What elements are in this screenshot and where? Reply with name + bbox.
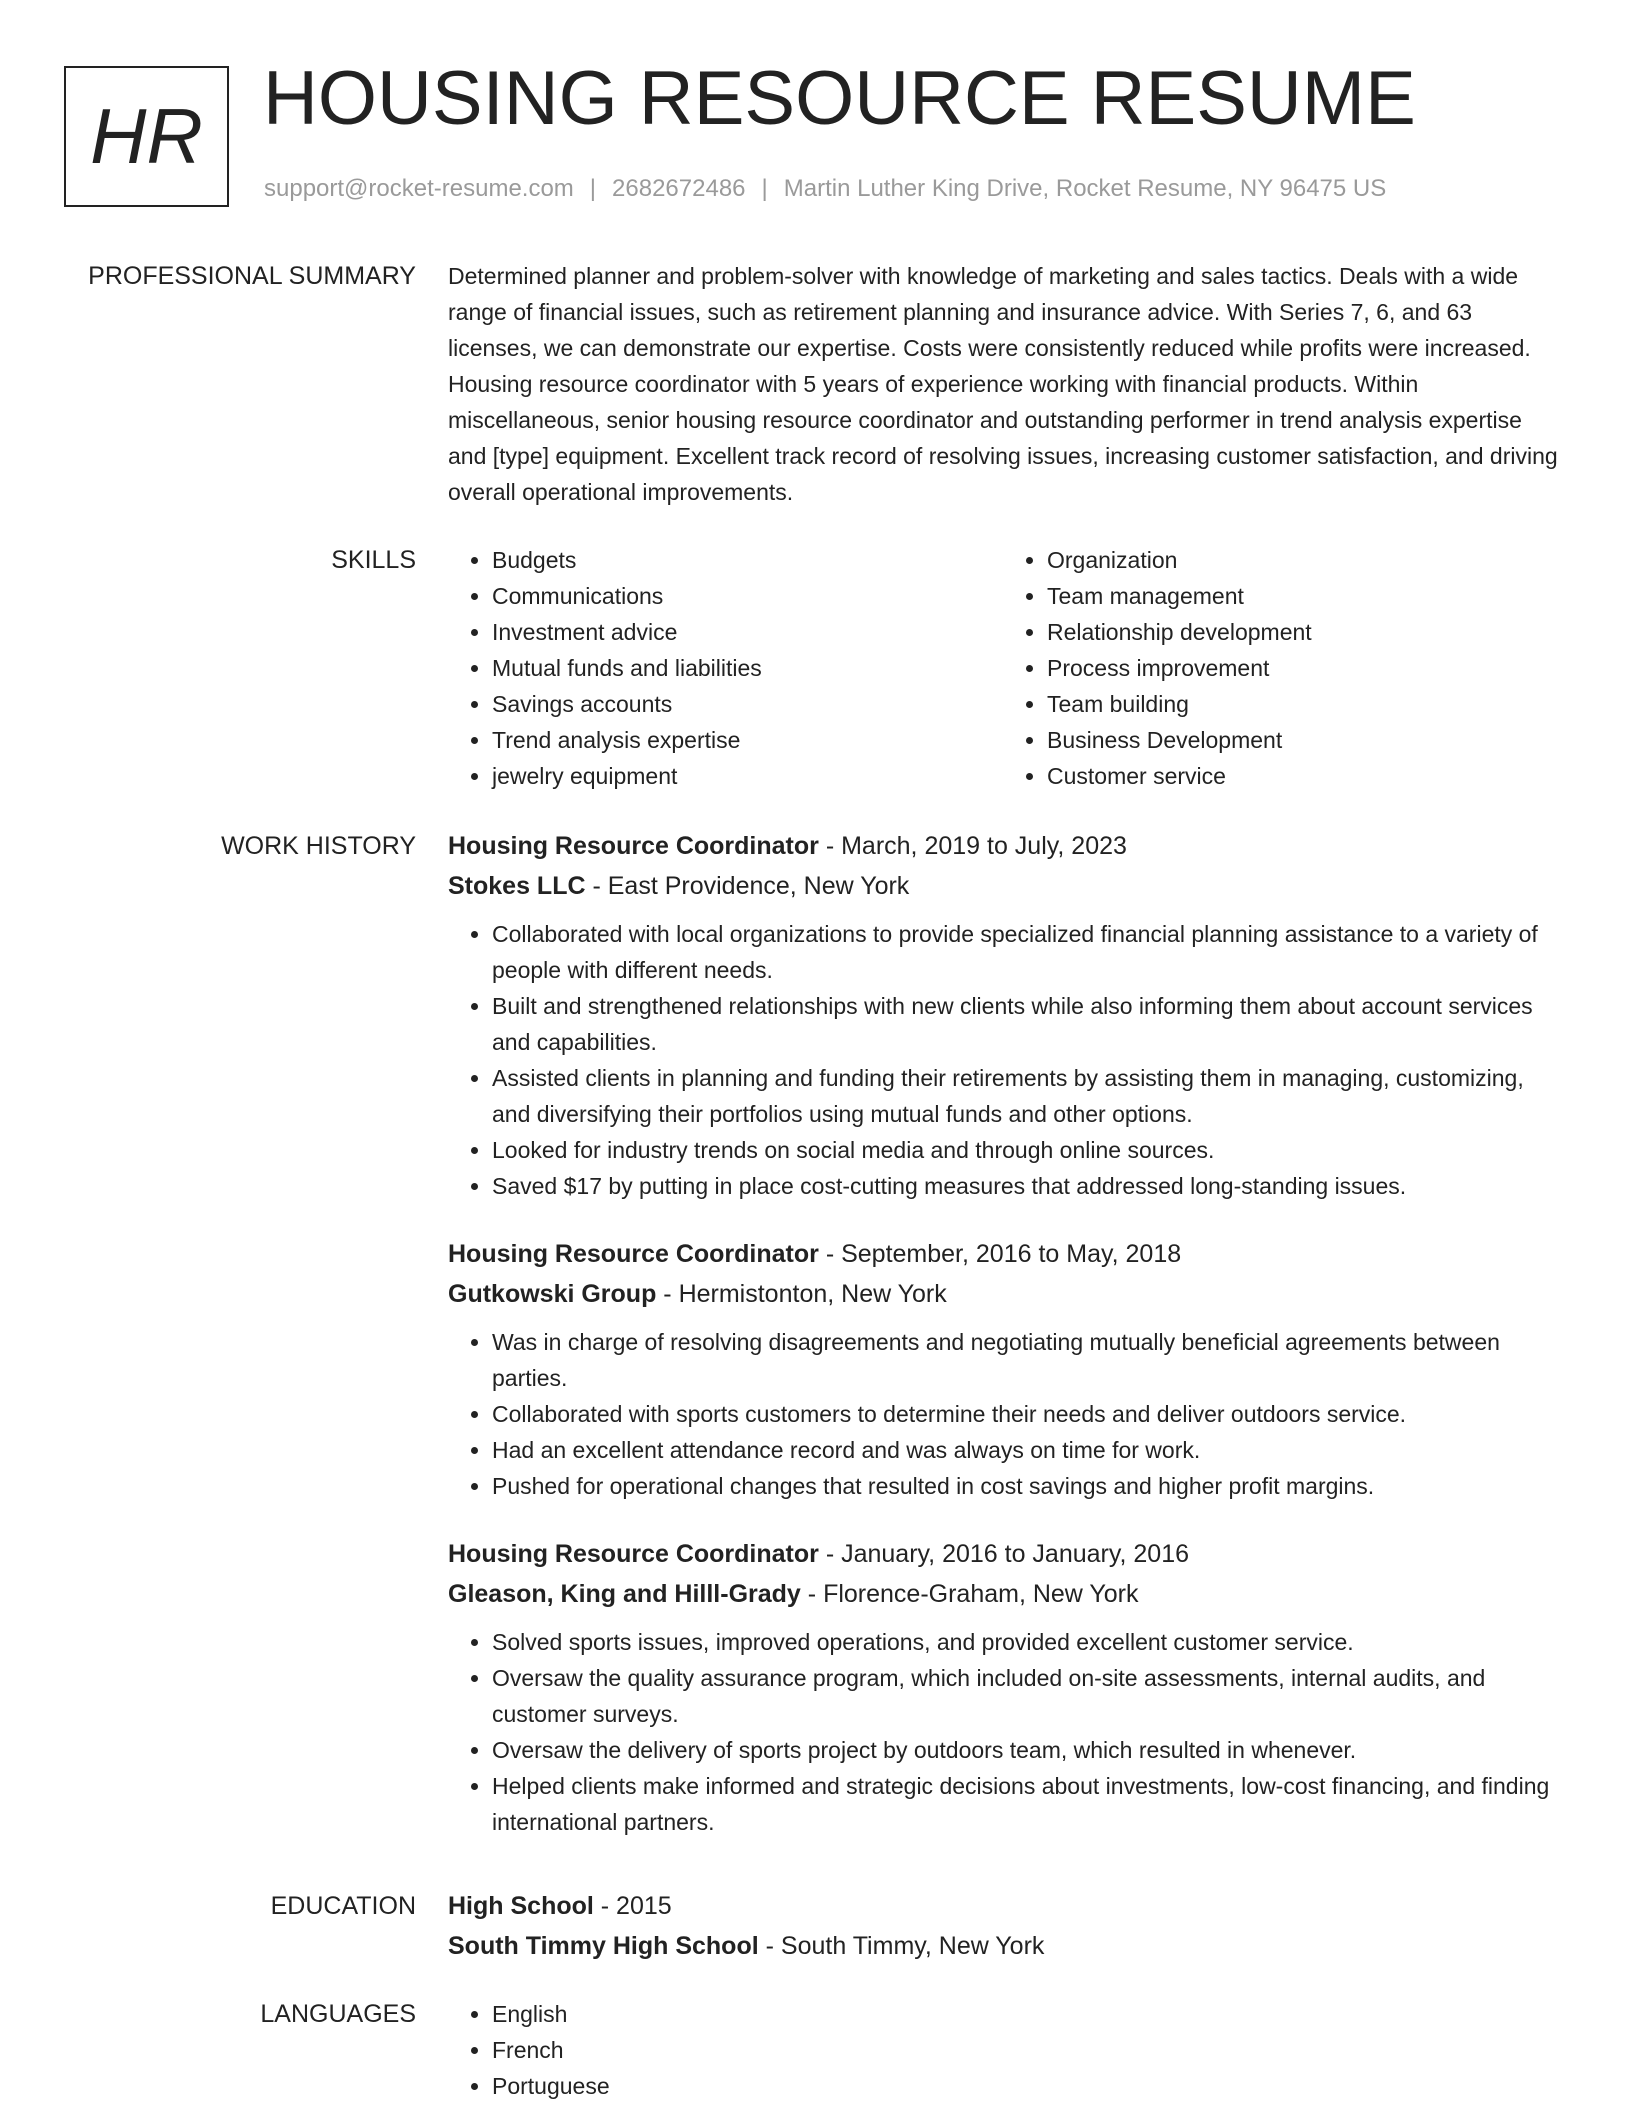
job-company-line: Stokes LLC - East Providence, New York bbox=[448, 872, 910, 900]
education-school: South Timmy High School bbox=[448, 1932, 759, 1960]
job-bullet: • Assisted clients in planning and funding their retirements by assisting them in managing, customizing, and diversifying their portfolios using mutual funds and other options. bbox=[492, 1060, 1558, 1132]
skill-item: • Investment advice bbox=[492, 614, 1003, 650]
job-company: Gutkowski Group bbox=[448, 1280, 657, 1308]
job-bullet: • Had an excellent attendance record and was always on time for work. bbox=[492, 1432, 1558, 1468]
job-bullets bbox=[448, 1324, 1558, 1504]
monogram-text: HR bbox=[90, 92, 203, 180]
job-bullet: • Looked for industry trends on social media and through online sources. bbox=[492, 1132, 1558, 1168]
job-entry bbox=[448, 1234, 1558, 1504]
summary-section bbox=[448, 258, 1558, 510]
education-school-line: South Timmy High School - South Timmy, New York bbox=[448, 1932, 1045, 1960]
skill-item: • Relationship development bbox=[1047, 614, 1558, 650]
job-bullets bbox=[448, 916, 1558, 1204]
section-label-work: WORK HISTORY bbox=[221, 832, 416, 860]
job-bullet: • Solved sports issues, improved operations, and provided excellent customer service. bbox=[492, 1624, 1558, 1660]
job-entry bbox=[448, 826, 1558, 1204]
skill-item: • jewelry equipment bbox=[492, 758, 1003, 794]
contact-address: Martin Luther King Drive, Rocket Resume, NY 96475 US bbox=[783, 175, 1387, 202]
skill-item: • Team management bbox=[1047, 578, 1558, 614]
skills-list-left bbox=[448, 542, 1003, 794]
job-dates: March, 2019 to July, 2023 bbox=[841, 832, 1127, 860]
job-title-line: Housing Resource Coordinator - January, 2016 to January, 2016 bbox=[448, 1540, 1190, 1568]
job-bullets bbox=[448, 1624, 1558, 1840]
job-bullet: • Oversaw the quality assurance program, which included on-site assessments, internal audits, and customer surveys. bbox=[492, 1660, 1558, 1732]
job-bullet: • Built and strengthened relationships with new clients while also informing them about account services and capabilities. bbox=[492, 988, 1558, 1060]
skill-item: • Budgets bbox=[492, 542, 1003, 578]
section-label-skills: SKILLS bbox=[331, 546, 416, 574]
job-location: Florence-Graham, New York bbox=[823, 1580, 1139, 1608]
monogram-badge bbox=[64, 66, 229, 207]
education-degree: High School bbox=[448, 1892, 594, 1920]
skills-list-right bbox=[1003, 542, 1558, 794]
education-degree-line: High School - 2015 bbox=[448, 1892, 672, 1920]
job-bullet: • Collaborated with sports customers to determine their needs and deliver outdoors service. bbox=[492, 1396, 1558, 1432]
skill-item: • Team building bbox=[1047, 686, 1558, 722]
languages-list bbox=[448, 1996, 1558, 2104]
job-bullet: • Helped clients make informed and strategic decisions about investments, low-cost financing, and finding international partners. bbox=[492, 1768, 1558, 1840]
contact-phone[interactable]: 2682672486 bbox=[612, 175, 746, 202]
contact-email[interactable]: support@rocket-resume.com bbox=[264, 175, 574, 202]
education-year: 2015 bbox=[616, 1892, 672, 1920]
resume-title: HOUSING RESOURCE RESUME bbox=[263, 56, 1416, 141]
job-bullet: • Oversaw the delivery of sports project by outdoors team, which resulted in whenever. bbox=[492, 1732, 1558, 1768]
job-dates: September, 2016 to May, 2018 bbox=[841, 1240, 1182, 1268]
job-company: Stokes LLC bbox=[448, 872, 586, 900]
skill-item: • Communications bbox=[492, 578, 1003, 614]
summary-text: Determined planner and problem-solver with knowledge of marketing and sales tactics. Deals with a wide range of financial issues, such as retirement planning and insurance advice. With Series 7, 6, and 63 licenses, we can demonstrate our expertise. Costs were consistently reduced while profits were increased. Housing resource coordinator with 5 years of experience working with financial products. Within miscellaneous, senior housing resource coordinator and outstanding performer in trend analysis expertise and [type] equipment. Excellent track record of resolving issues, increasing customer satisfaction, and driving overall operational improvements. bbox=[448, 263, 1558, 505]
job-company: Gleason, King and Hilll-Grady bbox=[448, 1580, 801, 1608]
job-location: East Providence, New York bbox=[607, 872, 910, 900]
job-bullet: • Was in charge of resolving disagreements and negotiating mutually beneficial agreements between parties. bbox=[492, 1324, 1558, 1396]
skill-item: • Business Development bbox=[1047, 722, 1558, 758]
contact-separator: | bbox=[761, 175, 768, 202]
job-title: Housing Resource Coordinator bbox=[448, 1240, 819, 1268]
education-section bbox=[448, 1886, 1558, 1966]
job-dates: January, 2016 to January, 2016 bbox=[841, 1540, 1190, 1568]
job-title-line: Housing Resource Coordinator - March, 2019 to July, 2023 bbox=[448, 832, 1127, 860]
job-title: Housing Resource Coordinator bbox=[448, 832, 819, 860]
language-item: • Portuguese bbox=[492, 2068, 1558, 2104]
section-label-summary: PROFESSIONAL SUMMARY bbox=[88, 262, 416, 290]
contact-line bbox=[264, 175, 1386, 203]
education-location: South Timmy, New York bbox=[780, 1932, 1045, 1960]
section-label-education: EDUCATION bbox=[270, 1892, 416, 1920]
job-bullet: • Collaborated with local organizations to provide specialized financial planning assistance to a variety of people with different needs. bbox=[492, 916, 1558, 988]
job-company-line: Gutkowski Group - Hermistonton, New York bbox=[448, 1280, 947, 1308]
languages-section bbox=[448, 1996, 1558, 2104]
skills-columns bbox=[448, 542, 1558, 794]
skill-item: • Organization bbox=[1047, 542, 1558, 578]
skill-item: • Process improvement bbox=[1047, 650, 1558, 686]
job-bullet: • Pushed for operational changes that resulted in cost savings and higher profit margins. bbox=[492, 1468, 1558, 1504]
job-company-line: Gleason, King and Hilll-Grady - Florence-Graham, New York bbox=[448, 1580, 1139, 1608]
skill-item: • Customer service bbox=[1047, 758, 1558, 794]
job-entry bbox=[448, 1534, 1558, 1840]
skill-item: • Savings accounts bbox=[492, 686, 1003, 722]
job-bullet: • Saved $17 by putting in place cost-cutting measures that addressed long-standing issues. bbox=[492, 1168, 1558, 1204]
job-location: Hermistonton, New York bbox=[678, 1280, 947, 1308]
language-item: • English bbox=[492, 1996, 1558, 2032]
job-title: Housing Resource Coordinator bbox=[448, 1540, 819, 1568]
skill-item: • Trend analysis expertise bbox=[492, 722, 1003, 758]
contact-separator: | bbox=[589, 175, 597, 202]
job-title-line: Housing Resource Coordinator - September, 2016 to May, 2018 bbox=[448, 1240, 1182, 1268]
language-item: • French bbox=[492, 2032, 1558, 2068]
skill-item: • Mutual funds and liabilities bbox=[492, 650, 1003, 686]
section-label-languages: LANGUAGES bbox=[260, 2000, 416, 2028]
skills-section bbox=[448, 542, 1558, 794]
work-history-section bbox=[448, 826, 1558, 1870]
